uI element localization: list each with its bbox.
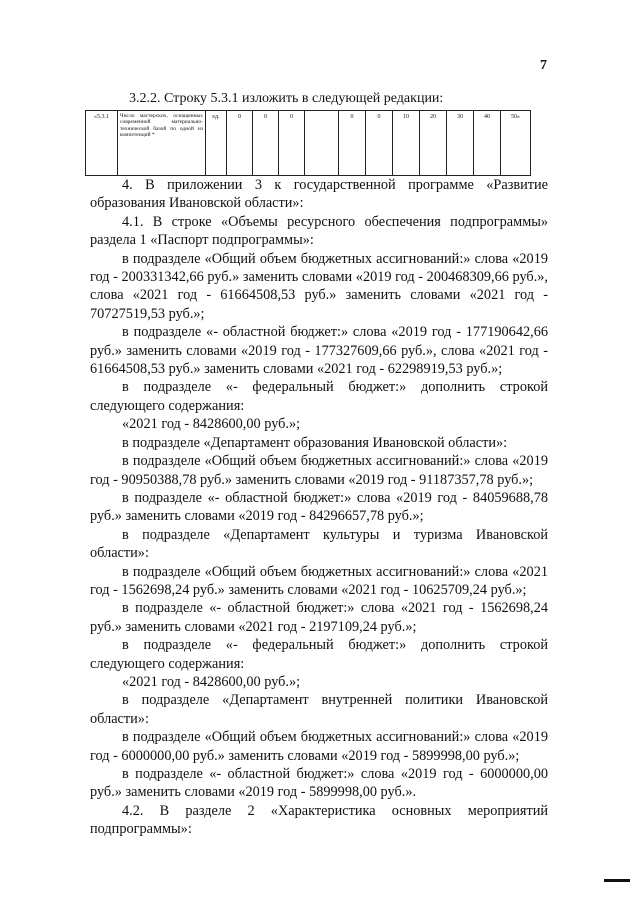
paragraph: в подразделе «Департамент культуры и туризма Ивановской области»: [90,526,548,562]
table-cell [305,111,339,176]
paragraph: в подразделе «- федеральный бюджет:» дополнить строкой следующего содержания: [90,379,548,414]
table-cell: 20 [420,111,447,176]
paragraph: 4.2. В разделе 2 «Характеристика основных мероприятий подпрограммы»: [90,802,548,838]
paragraph: в подразделе «- областной бюджет:» слова «2021 год - 1562698,24 руб.» заменить словами «2021 год - 2197109,24 руб.»; [90,600,548,635]
paragraph: в подразделе «Общий объем бюджетных ассигнований:» слова «2019 год - 200331342,66 руб.» заменить словами «2019 год - 200468309,66 руб.», слова «2021 год - 61664508,53 руб.» заменить словами «2021 год - 70727519,53 руб.»; [90,250,548,322]
table-cell: 0 [339,111,366,176]
table-cell: 40 [474,111,501,176]
amendment-table [85,110,531,176]
paragraph: в подразделе «Департамент внутренней политики Ивановской области»: [90,692,548,727]
table-cell: 0 [253,111,279,176]
paragraph: 4. В приложении 3 к государственной программе «Развитие образования Ивановской области»: [90,177,548,212]
paragraph: «2021 год - 8428600,00 руб.»; [122,673,301,690]
table-row [86,111,531,176]
table-cell: 0 [366,111,393,176]
scan-mark [604,879,630,882]
paragraph: в подразделе «- областной бюджет:» слова «2019 год - 84059688,78 руб.» заменить словами «2019 год - 84296657,78 руб.»; [90,489,548,525]
table-cell-description: Число мастерских, оснащенных современной материально-технической базой по одной из компетенций * [118,111,206,176]
table-cell: 0 [227,111,253,176]
paragraph: в подразделе «Общий объем бюджетных ассигнований:» слова «2021 год - 1562698,24 руб.» заменить словами «2021 год - 10625709,24 руб.»; [90,563,548,598]
table-cell: «5.3.1 [86,111,118,176]
paragraph: 4.1. В строке «Объемы ресурсного обеспечения подпрограммы» раздела 1 «Паспорт подпрограммы»: [90,213,548,249]
table-cell: 50» [501,111,531,176]
paragraph: в подразделе «Департамент образования Ивановской области»: [122,434,508,451]
table-cell: 30 [447,111,474,176]
paragraph: в подразделе «- федеральный бюджет:» дополнить строкой следующего содержания: [90,637,548,672]
paragraph: «2021 год - 8428600,00 руб.»; [122,416,301,433]
table-cell: 10 [393,111,420,176]
page-number: 7 [540,58,547,73]
paragraph: в подразделе «- областной бюджет:» слова «2019 год - 6000000,00 руб.» заменить словами «2019 год - 5899998,00 руб.». [90,766,548,801]
table-cell: 0 [279,111,305,176]
paragraph: в подразделе «Общий объем бюджетных ассигнований:» слова «2019 год - 90950388,78 руб.» заменить словами «2019 год - 91187357,78 руб.»; [90,453,548,488]
paragraph: в подразделе «Общий объем бюджетных ассигнований:» слова «2019 год - 6000000,00 руб.» заменить словами «2019 год - 5899998,00 руб.»; [90,729,548,764]
document-body [90,176,548,839]
paragraph: в подразделе «- областной бюджет:» слова «2019 год - 177190642,66 руб.» заменить словами «2019 год - 177327609,66 руб.», слова «2021 год - 61664508,53 руб.» заменить словами «2021 год - 62298919,53 руб.»; [90,324,548,378]
table-cell: ед. [206,111,227,176]
section-heading: 3.2.2. Строку 5.3.1 изложить в следующей редакции: [129,91,444,106]
